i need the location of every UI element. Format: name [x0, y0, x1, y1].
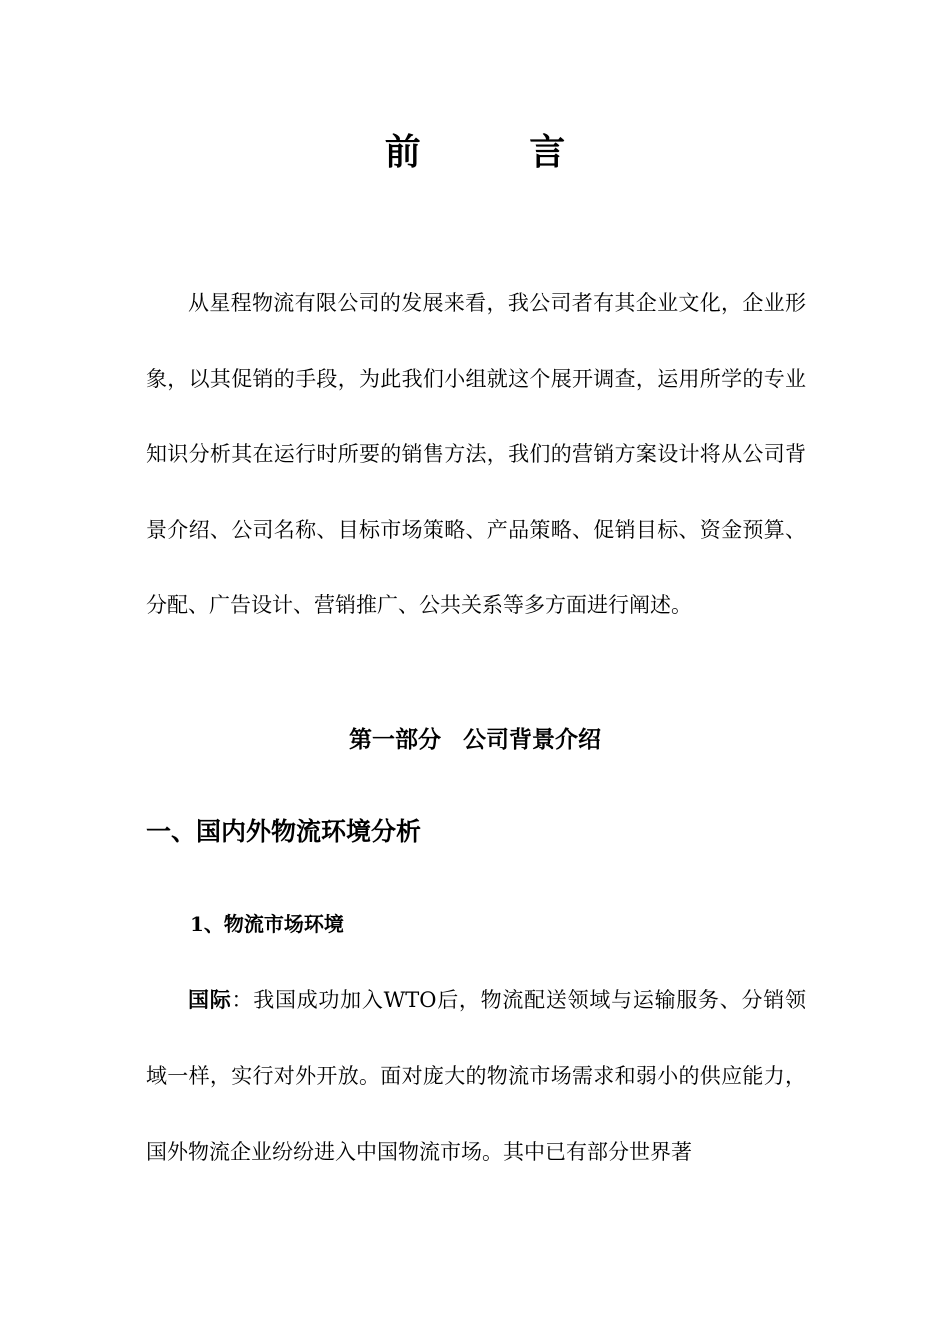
preface-paragraph: 从星程物流有限公司的发展来看，我公司者有其企业文化，企业形象，以其促销的手段，为此我们小组就这个展开调查，运用所学的专业知识分析其在运行时所要的销售方法，我们的营销方案设计将从公司背景介绍、公司名称、目标市场策略、产品策略、促销目标、资金预算、分配、广告设计、营销推广、公共关系等多方面进行阐述。: [146, 291, 806, 617]
part-heading: 第一部分 公司背景介绍: [348, 727, 601, 753]
paragraph-lead-label: 国际: [188, 987, 232, 1012]
section-heading: 一、国内外物流环境分析: [146, 817, 422, 846]
international-paragraph: [146, 962, 806, 1190]
paragraph-text: ：我国成功加入WTO后，物流配送领域与运输服务、分销领域一样，实行对外开放。面对庞大的物流市场需求和弱小的供应能力，国外物流企业纷纷进入中国物流市场。其中已有部分世界著: [146, 988, 807, 1164]
sub-heading: 1、物流市场环境: [190, 912, 344, 936]
page-title: 前 言: [384, 131, 614, 173]
